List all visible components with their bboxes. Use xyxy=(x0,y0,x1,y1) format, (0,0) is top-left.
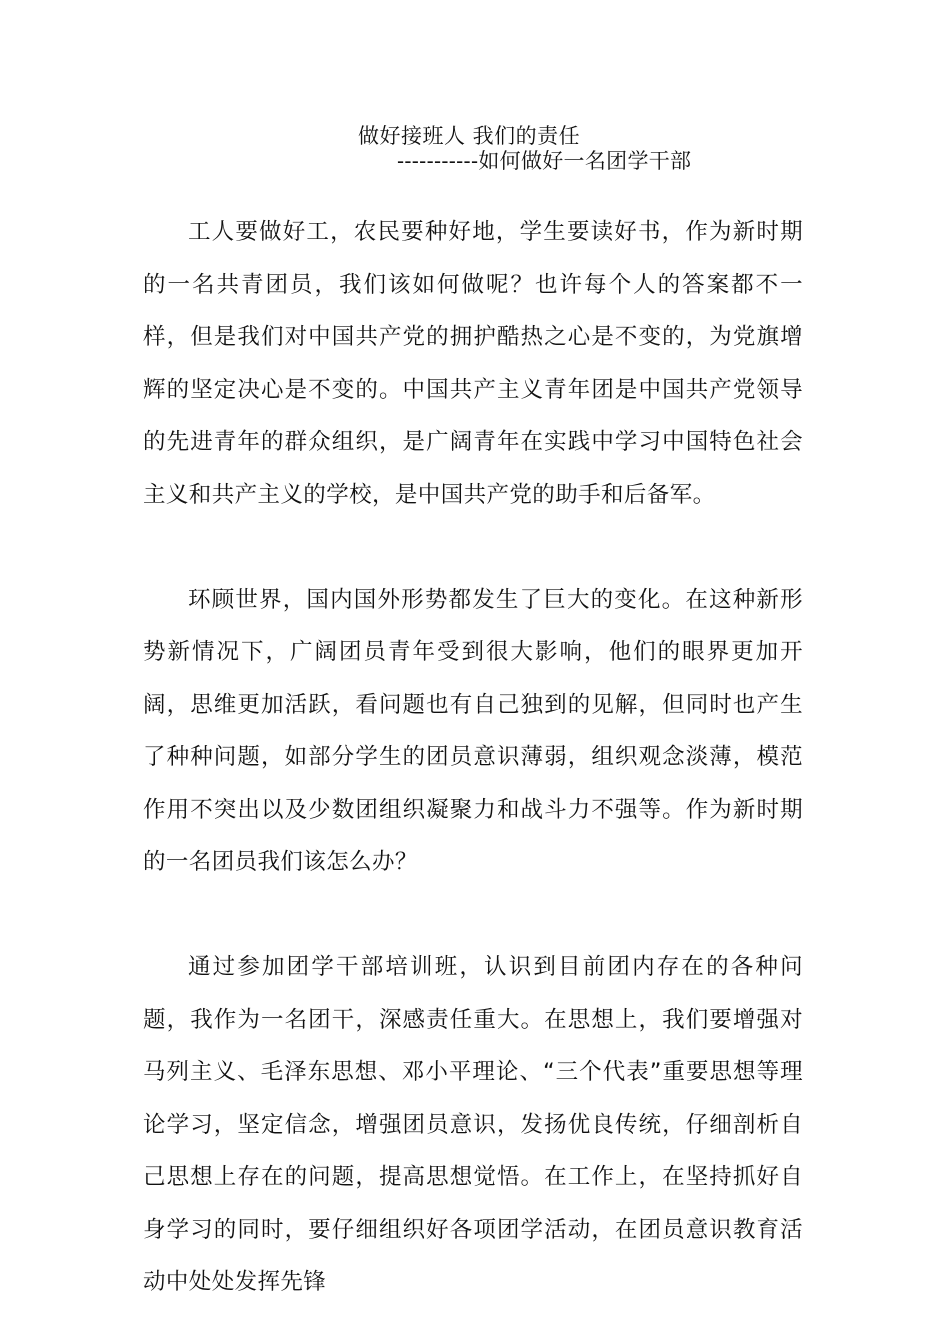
paragraph-1: 工人要做好工，农民要种好地，学生要读好书，作为新时期的一名共青团员，我们该如何做呢？也许每个人的答案都不一样，但是我们对中国共产党的拥护酷热之心是不变的，为党旗增辉的坚定决心是不变的。中国共产主义青年团是中国共产党领导的先进青年的群众组织，是广阔青年在实践中学习中国特色社会主义和共产主义的学校，是中国共产党的助手和后备军。 xyxy=(143,219,803,508)
document-subtitle: -----------如何做好一名团学干部 xyxy=(397,149,692,173)
document-body xyxy=(143,206,803,1309)
document-title: 做好接班人 我们的责任 xyxy=(358,124,581,148)
paragraph-3: 通过参加团学干部培训班，认识到目前团内存在的各种问题，我作为一名团干，深感责任重大。在思想上，我们要增强对马列主义、毛泽东思想、邓小平理论、“三个代表”重要思想等理论学习，坚定信念，增强团员意识，发扬优良传统，仔细剖析自己思想上存在的问题，提高思想觉悟。在工作上，在坚持抓好自身学习的同时，要仔细组织好各项团学活动，在团员意识教育活动中处处发挥先锋 xyxy=(143,954,803,1295)
paragraph-2: 环顾世界，国内国外形势都发生了巨大的变化。在这种新形势新情况下，广阔团员青年受到很大影响，他们的眼界更加开阔，思维更加活跃，看问题也有自己独到的见解，但同时也产生了种种问题，如部分学生的团员意识薄弱，组织观念淡薄，模范作用不突出以及少数团组织凝聚力和战斗力不强等。作为新时期的一名团员我们该怎么办？ xyxy=(143,586,803,875)
